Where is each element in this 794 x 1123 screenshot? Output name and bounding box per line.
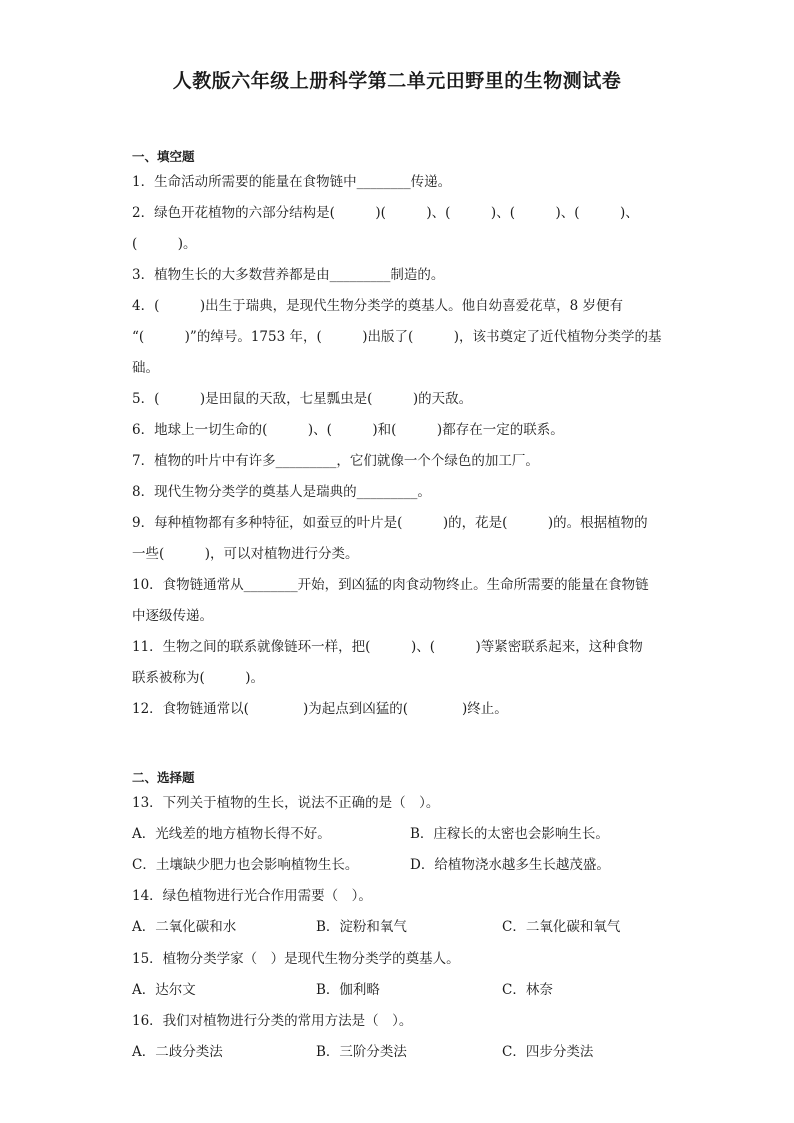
question-stem: 13．下列关于植物的生长，说法不正确的是（ ）。 bbox=[132, 795, 440, 811]
choice-option: A．二歧分类法 bbox=[132, 1044, 223, 1060]
question-line: 6．地球上一切生命的( )、( )和( )都存在一定的联系。 bbox=[132, 422, 564, 438]
choice-option: B．伽利略 bbox=[316, 982, 380, 998]
choice-option: B．淀粉和氧气 bbox=[316, 919, 407, 935]
page-title: 人教版六年级上册科学第二单元田野里的生物测试卷 bbox=[172, 70, 622, 92]
choice-option: A．光线差的地方植物长得不好。 bbox=[132, 826, 331, 842]
question-line: 8．现代生物分类学的奠基人是瑞典的_________。 bbox=[132, 484, 431, 500]
question-line: 7．植物的叶片中有许多_________，它们就像一个个绿色的加工厂。 bbox=[132, 453, 539, 469]
question-stem: 15．植物分类学家（ ）是现代生物分类学的奠基人。 bbox=[132, 951, 460, 967]
question-line: 中逐级传递。 bbox=[132, 608, 213, 624]
question-line: ( )。 bbox=[132, 236, 197, 252]
choice-option: C．四步分类法 bbox=[502, 1044, 594, 1060]
question-line: 12．食物链通常以( )为起点到凶猛的( )终止。 bbox=[132, 701, 508, 717]
question-line: 11．生物之间的联系就像链环一样，把( )、( )等紧密联系起来，这种食物 bbox=[132, 639, 643, 655]
question-stem: 16．我们对植物进行分类的常用方法是（ ）。 bbox=[132, 1013, 413, 1029]
question-line: 10．食物链通常从________开始，到凶猛的肉食动物终止。生命所需要的能量在食物链 bbox=[132, 577, 649, 593]
question-line: 9．每种植物都有多种特征，如蚕豆的叶片是( )的，花是( )的。根据植物的 bbox=[132, 515, 648, 531]
choice-option: C．土壤缺少肥力也会影响植物生长。 bbox=[132, 857, 359, 873]
choice-option: A．二氧化碳和水 bbox=[132, 919, 237, 935]
choice-option: B．三阶分类法 bbox=[316, 1044, 407, 1060]
question-line: 1．生命活动所需要的能量在食物链中________传递。 bbox=[132, 174, 452, 190]
question-line: 础。 bbox=[132, 360, 159, 376]
choice-option: C．林奈 bbox=[502, 982, 553, 998]
question-line: 5．( )是田鼠的天敌，七星瓢虫是( )的天敌。 bbox=[132, 391, 473, 407]
question-line: “( )”的绰号。1753 年，( )出版了( )，该书奠定了近代植物分类学的基 bbox=[132, 329, 662, 345]
section-heading-fill-blank: 一、填空题 bbox=[132, 149, 195, 164]
question-stem: 14．绿色植物进行光合作用需要（ ）。 bbox=[132, 888, 372, 904]
choice-option: D．给植物浇水越多生长越茂盛。 bbox=[410, 857, 610, 873]
question-line: 一些( )，可以对植物进行分类。 bbox=[132, 546, 359, 562]
question-line: 3．植物生长的大多数营养都是由_________制造的。 bbox=[132, 267, 445, 283]
question-line: 4．( )出生于瑞典，是现代生物分类学的奠基人。他自幼喜爱花草，8 岁便有 bbox=[132, 298, 624, 314]
choice-option: A．达尔文 bbox=[132, 982, 196, 998]
section-heading-multiple-choice: 二、选择题 bbox=[132, 770, 195, 785]
choice-option: B．庄稼长的太密也会影响生长。 bbox=[410, 826, 609, 842]
question-line: 2．绿色开花植物的六部分结构是( )( )、( )、( )、( )、 bbox=[132, 205, 639, 221]
question-line: 联系被称为( )。 bbox=[132, 670, 265, 686]
choice-option: C．二氧化碳和氧气 bbox=[502, 919, 621, 935]
